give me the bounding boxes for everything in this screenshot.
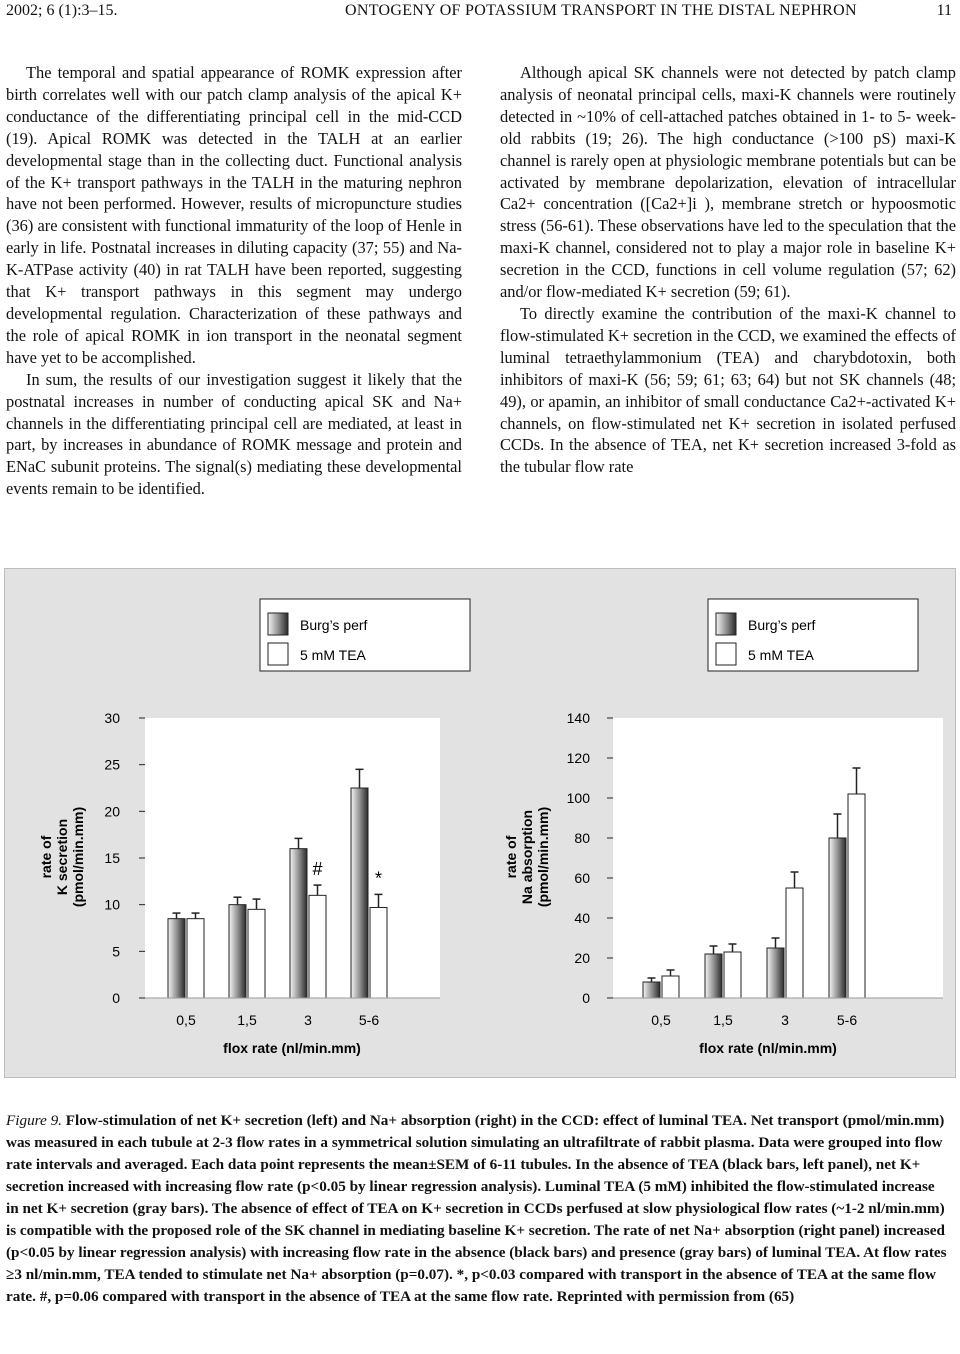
x-tick-label: 1,5 <box>237 1012 257 1028</box>
y-tick-label: 0 <box>582 990 590 1006</box>
x-tick-label: 3 <box>781 1012 789 1028</box>
y-tick-label: 5 <box>112 943 120 960</box>
y-tick-label: 10 <box>104 896 120 913</box>
paragraph: In sum, the results of our investigation suggest it likely that the postnatal increases in number of conducting apical SK and Na+ channels in the differentiating principal cell are mediated, at least in part, by increases in abundance of ROMK message and protein and ENaC subunit proteins. The signal(s) mediating these developmental events remain to be identified. <box>6 369 462 499</box>
running-title: ONTOGENY OF POTASSIUM TRANSPORT IN THE DISTAL NEPHRON <box>345 2 857 19</box>
journal-citation: 2002; 6 (1):3–15. <box>6 2 118 19</box>
right-text-column <box>500 62 956 478</box>
figure-9-charts <box>5 569 955 1077</box>
running-header <box>0 0 960 22</box>
x-tick-label: 1,5 <box>713 1012 733 1028</box>
y-tick-label: 60 <box>574 870 590 886</box>
paragraph: Although apical SK channels were not detected by patch clamp analysis of neonatal principal cells, maxi-K channels were routinely detected in ~10% of cell-attached patches obtained in 1- to 5- week-old rabbits (19; 26). The high conductance (>100 pS) maxi-K channel is rarely open at physiologic membrane potentials but can be activated by membrane depolarization, elevation of intracellular Ca2+ concentration ([Ca2+]i ), membrane stretch or hypoosmotic stress (56-61). These observations have led to the speculation that the maxi-K channel, considered not to play a major role in baseline K+ secretion in the CCD, functions in cell volume regulation (57; 62) and/or flow-mediated K+ secretion (59; 61). <box>500 63 956 302</box>
caption-label: Figure 9. <box>6 1112 62 1129</box>
y-axis-label-line: K secretion <box>54 818 70 896</box>
bar <box>248 909 265 998</box>
caption-text: Flow-stimulation of net K+ secretion (left) and Na+ absorption (right) in the CCD: effect of luminal TEA. Net transport (pmol/min.mm) was measured in each tubule at 2-3 flow rates in a symmetrical solution simulating an ultrafiltrate of rabbit plasma. Data were grouped into flow rate intervals and averaged. Each data point represents the mean±SEM of 6-11 tubules. In the absence of TEA (black bars, left panel), net K+ secretion increased with increasing flow rate (p<0.05 by linear regression analysis). Luminal TEA (5 mM) inhibited the flow-stimulated increase in net K+ secretion (gray bars). The absence of effect of TEA on K+ secretion in CCDs perfused at slow physiological flow rates (~1-2 nl/min.mm) is compatible with the proposed role of the SK channel in mediating baseline K+ secretion. The rate of net Na+ absorption (right panel) increased (p<0.05 by linear regression analysis) with increasing flow rate in the absence (black bars) and presence (gray bars) of luminal TEA. At flow rates ≥3 nl/min.mm, TEA tended to stimulate net Na+ absorption (p=0.07). *, p<0.03 compared with transport in the absence of TEA at the same flow rate. #, p=0.06 compared with transport in the absence of TEA at the same flow rate. Reprinted with permission from (65) <box>6 1112 947 1305</box>
y-tick-label: 20 <box>104 803 120 820</box>
bar <box>351 788 368 998</box>
x-axis-label: flox rate (nl/min.mm) <box>223 1040 361 1056</box>
y-axis-label-line: (pmol/min.mm) <box>535 806 551 908</box>
x-axis-label: flox rate (nl/min.mm) <box>699 1040 837 1056</box>
bar <box>187 919 204 998</box>
legend-label: Burg’s perf <box>300 617 368 633</box>
left-text-column <box>6 62 462 500</box>
legend-label: 5 mM TEA <box>748 647 814 663</box>
y-tick-label: 15 <box>104 850 120 866</box>
y-tick-label: 120 <box>566 750 590 766</box>
significance-marker: * <box>374 868 383 889</box>
bar <box>848 794 865 998</box>
bar <box>643 982 660 998</box>
legend-label: Burg’s perf <box>748 617 816 633</box>
bar <box>309 895 326 998</box>
y-tick-label: 0 <box>112 990 120 1006</box>
x-tick-label: 5-6 <box>358 1012 380 1028</box>
x-tick-label: 3 <box>304 1012 312 1028</box>
paragraph: The temporal and spatial appearance of ROMK expression after birth correlates well with our patch clamp analysis of the apical K+ conductance of the differentiating principal cell in the mid-CCD (19). Apical ROMK was detected in the TALH at an earlier developmental stage than in the collecting duct. Functional analysis of the K+ transport pathways in the TALH in the maturing nephron have not been performed. However, results of micropuncture studies (36) are consistent with functional immaturity of the loop of Henle in early in life. Postnatal increases in diluting capacity (37; 55) and Na-K-ATPase activity (40) in rat TALH have been reported, suggesting that K+ transport pathways in this segment may undergo developmental regulation. Characterization of these pathways and the role of apical ROMK in ion transport in the neonatal segment have yet to be accomplished. <box>6 63 462 367</box>
y-tick-label: 40 <box>574 910 590 926</box>
legend-swatch-tea <box>268 643 288 665</box>
bar <box>370 907 387 998</box>
legend-swatch-tea <box>716 643 736 665</box>
y-axis-label-line: (pmol/min.mm) <box>70 806 86 908</box>
x-tick-label: 0,5 <box>651 1012 671 1028</box>
paragraph: To directly examine the contribution of the maxi-K channel to flow-stimulated K+ secretion in the CCD, we examined the effects of luminal tetraethylammonium (TEA) and charybdotoxin, both inhibitors of maxi-K (56; 59; 61; 63; 64) but not SK channels (48; 49), or apamin, an inhibitor of small conductance Ca2+-activated K+ channels, on flow-stimulated net K+ secretion in isolated perfused CCDs. In the absence of TEA, net K+ secretion increased 3-fold as the tubular flow rate <box>500 303 956 477</box>
page-number: 11 <box>936 2 952 19</box>
y-tick-label: 100 <box>566 790 590 806</box>
bar <box>290 849 307 998</box>
y-axis-label <box>38 807 86 907</box>
bar <box>767 948 784 998</box>
y-tick-label: 20 <box>574 950 590 966</box>
figure-caption <box>6 1110 950 1308</box>
bar <box>662 976 679 998</box>
y-tick-label: 30 <box>104 710 120 726</box>
y-tick-label: 25 <box>104 756 120 773</box>
y-tick-label: 80 <box>574 830 590 846</box>
y-axis-label-line: rate of <box>38 835 54 879</box>
legend-label: 5 mM TEA <box>300 647 366 663</box>
bar <box>705 954 722 998</box>
y-axis-label-line: Na absorption <box>519 809 535 905</box>
significance-marker: # <box>312 859 323 880</box>
bar <box>168 919 185 998</box>
legend-swatch-burgs <box>716 613 736 635</box>
bar <box>786 888 803 998</box>
y-axis-label-line: rate of <box>503 835 519 879</box>
y-axis-label <box>503 807 551 907</box>
bar <box>724 952 741 998</box>
x-tick-label: 0,5 <box>176 1012 196 1028</box>
bar <box>829 838 846 998</box>
figure-9 <box>4 568 956 1078</box>
y-tick-label: 140 <box>566 710 590 726</box>
bar <box>229 905 246 998</box>
x-tick-label: 5-6 <box>836 1012 858 1028</box>
legend-swatch-burgs <box>268 613 288 635</box>
